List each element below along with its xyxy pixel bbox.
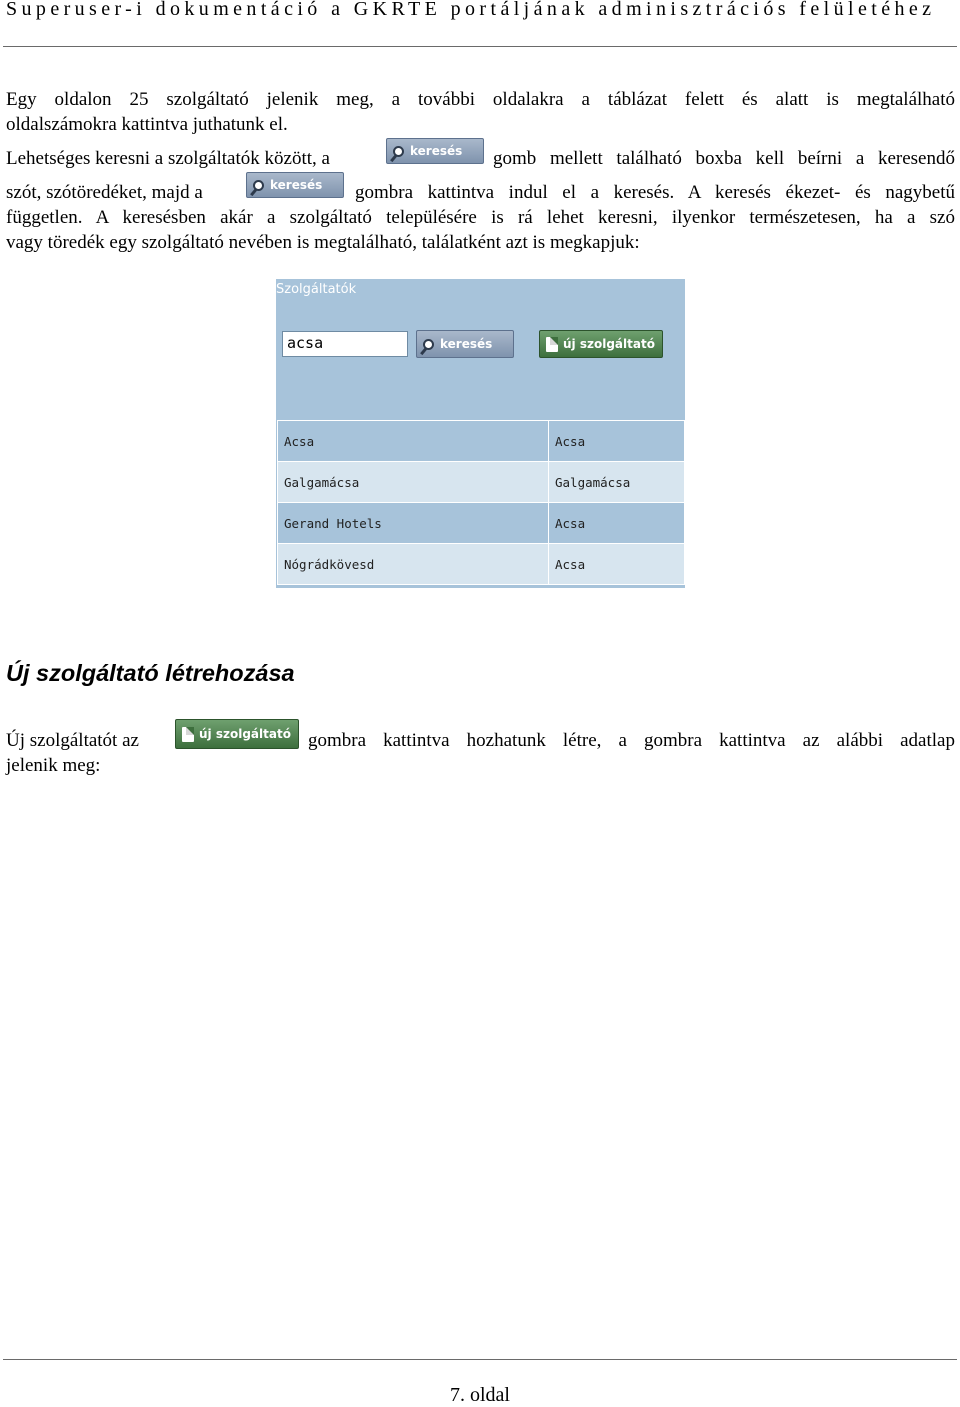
- paragraph-line: gombra kattintva hozhatunk létre, a gombra kattintva az alábbi adatlap: [308, 730, 955, 751]
- search-input[interactable]: acsa: [282, 331, 408, 357]
- footer-rule: [3, 1359, 957, 1360]
- paragraph-line: szót, szótöredéket, majd a: [6, 182, 203, 203]
- document-icon: [546, 337, 558, 352]
- search-button-label: keresés: [270, 178, 323, 192]
- document-title: Superuser-i dokumentáció a GKRTE portáljának adminisztrációs felületéhez: [6, 0, 936, 20]
- provider-name-cell[interactable]: Nógrádkövesd: [278, 544, 549, 585]
- table-row[interactable]: [278, 421, 685, 462]
- paragraph-line: Új szolgáltatót az: [6, 730, 139, 751]
- magnifier-icon: [393, 146, 404, 157]
- new-provider-label: új szolgáltató: [563, 337, 655, 351]
- table-row[interactable]: [278, 462, 685, 503]
- panel-title: Szolgáltatók: [276, 282, 357, 297]
- paragraph-line: gombra kattintva indul el a keresés. A keresés ékezet- és nagybetű: [355, 182, 955, 203]
- provider-name-cell[interactable]: Galgamácsa: [278, 462, 549, 503]
- paragraph-line: jelenik meg:: [6, 755, 101, 776]
- search-button-label: keresés: [440, 337, 493, 351]
- magnifier-icon: [423, 339, 434, 350]
- table-row[interactable]: [278, 544, 685, 585]
- paragraph-line: Lehetséges keresni a szolgáltatók között, a: [6, 148, 330, 169]
- providers-panel-screenshot: [276, 279, 685, 588]
- provider-town-cell: Acsa: [549, 544, 685, 585]
- paragraph-line: oldalszámokra kattintva juthatunk el.: [6, 114, 288, 135]
- search-button[interactable]: [416, 330, 514, 358]
- paragraph-line: független. A keresésben akár a szolgáltató településére is rá lehet keresni, ilyenkor természetesen, ha a szó: [6, 207, 955, 228]
- new-provider-button-image: [175, 719, 299, 749]
- page-header: [0, 0, 960, 46]
- paragraph-line: vagy töredék egy szolgáltató nevében is megtalálható, találatként azt is megkapjuk:: [6, 232, 640, 253]
- search-button-image: [386, 138, 484, 164]
- provider-town-cell: Acsa: [549, 421, 685, 462]
- page-number: 7. oldal: [450, 1384, 510, 1406]
- provider-name-cell[interactable]: Gerand Hotels: [278, 503, 549, 544]
- new-provider-label: új szolgáltató: [199, 727, 291, 741]
- header-rule: [3, 46, 957, 47]
- paragraph-line: gomb mellett található boxba kell beírni a keresendő: [493, 148, 955, 169]
- provider-town-cell: Galgamácsa: [549, 462, 685, 503]
- provider-name-cell[interactable]: Acsa: [278, 421, 549, 462]
- magnifier-icon: [253, 180, 264, 191]
- provider-town-cell: Acsa: [549, 503, 685, 544]
- document-icon: [182, 727, 194, 742]
- results-table: [277, 420, 685, 585]
- new-provider-button[interactable]: [539, 330, 663, 358]
- table-row[interactable]: [278, 503, 685, 544]
- section-heading: Új szolgáltató létrehozása: [6, 660, 295, 686]
- paragraph-line: Egy oldalon 25 szolgáltató jelenik meg, a további oldalakra a táblázat felett és alatt is megtalálható: [6, 89, 955, 110]
- search-button-image: [246, 172, 344, 198]
- search-button-label: keresés: [410, 144, 463, 158]
